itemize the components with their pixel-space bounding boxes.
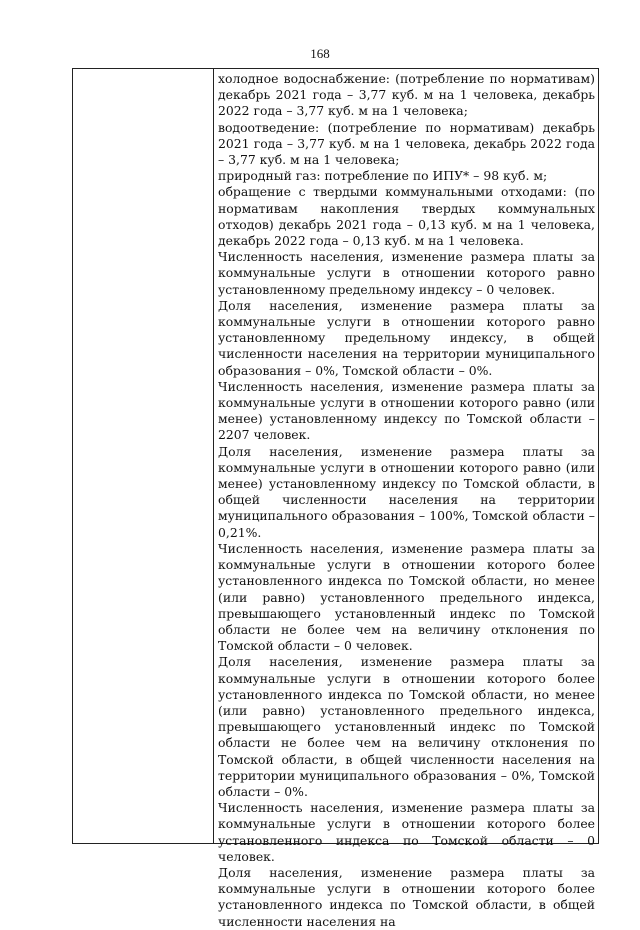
page-number: 168 <box>310 46 330 61</box>
table-left-column <box>73 69 214 843</box>
paragraph-population-above-index: Численность населения, изменение размера платы за коммунальные услуги в отношении которого более установленного индекса по Томской области – 0 человек. <box>218 800 595 864</box>
paragraph-cold-water: холодное водоснабжение: (потребление по нормативам) декабрь 2021 года – 3,77 куб. м на 1 человека, декабрь 2022 года – 3,77 куб. м на 1 человека; <box>218 71 595 119</box>
paragraph-share-above-index: Доля населения, изменение размера платы за коммунальные услуги в отношении которого более установленного индекса по Томской области, в общей численности населения на <box>218 864 595 929</box>
paragraph-share-limit-index: Доля населения, изменение размера платы за коммунальные услуги в отношении которого равно установленному предельному индексу, в общей численности населения на территории муниципального образования – 0%, Томской области – 0%. <box>218 297 595 378</box>
paragraph-natural-gas: природный газ: потребление по ИПУ* – 98 куб. м; <box>218 168 548 184</box>
paragraph-population-limit-index: Численность населения, изменение размера платы за коммунальные услуги в отношении которого равно установленному предельному индексу – 0 человек. <box>218 249 595 297</box>
paragraph-solid-waste: обращение с твердыми коммунальными отходами: (по нормативам накопления твердых коммунальных отходов) декабрь 2021 года – 0,13 куб. м на 1 человека, декабрь 2022 года – 0,13 куб. м на 1 человека. <box>218 184 595 249</box>
table-right-column <box>214 69 598 930</box>
paragraph-wastewater: водоотведение: (потребление по нормативам) декабрь 2021 года – 3,77 куб. м на 1 человека, декабрь 2022 года – 3,77 куб. м на 1 человека; <box>218 119 595 168</box>
paragraph-share-within-deviation: Доля населения, изменение размера платы за коммунальные услуги в отношении которого более установленного индекса по Томской области, но менее (или равно) установленного предельного индекса, превышающего установленный индекс по Томской области не более чем на величину отклонения по Томской области, в общей численности населения на территории муниципального образования – 0%, Томской области – 0%. <box>218 654 595 799</box>
paragraph-share-below-index: Доля населения, изменение размера платы за коммунальные услуги в отношении которого равно (или менее) установленному индексу по Томской области, в общей численности населения на территории муниципального образования – 100%, Томской области – 0,21%. <box>218 443 595 540</box>
paragraph-population-within-deviation: Численность населения, изменение размера платы за коммунальные услуги в отношении которого более установленного индекса по Томской области, но менее (или равно) установленного предельного индекса, превышающего установленный индекс по Томской области не более чем на величину отклонения по Томской области – 0 человек. <box>218 540 595 654</box>
paragraph-population-below-index: Численность населения, изменение размера платы за коммунальные услуги в отношении которого равно (или менее) установленному индексу по Томской области – 2207 человек. <box>218 378 595 443</box>
content-table <box>72 68 599 929</box>
